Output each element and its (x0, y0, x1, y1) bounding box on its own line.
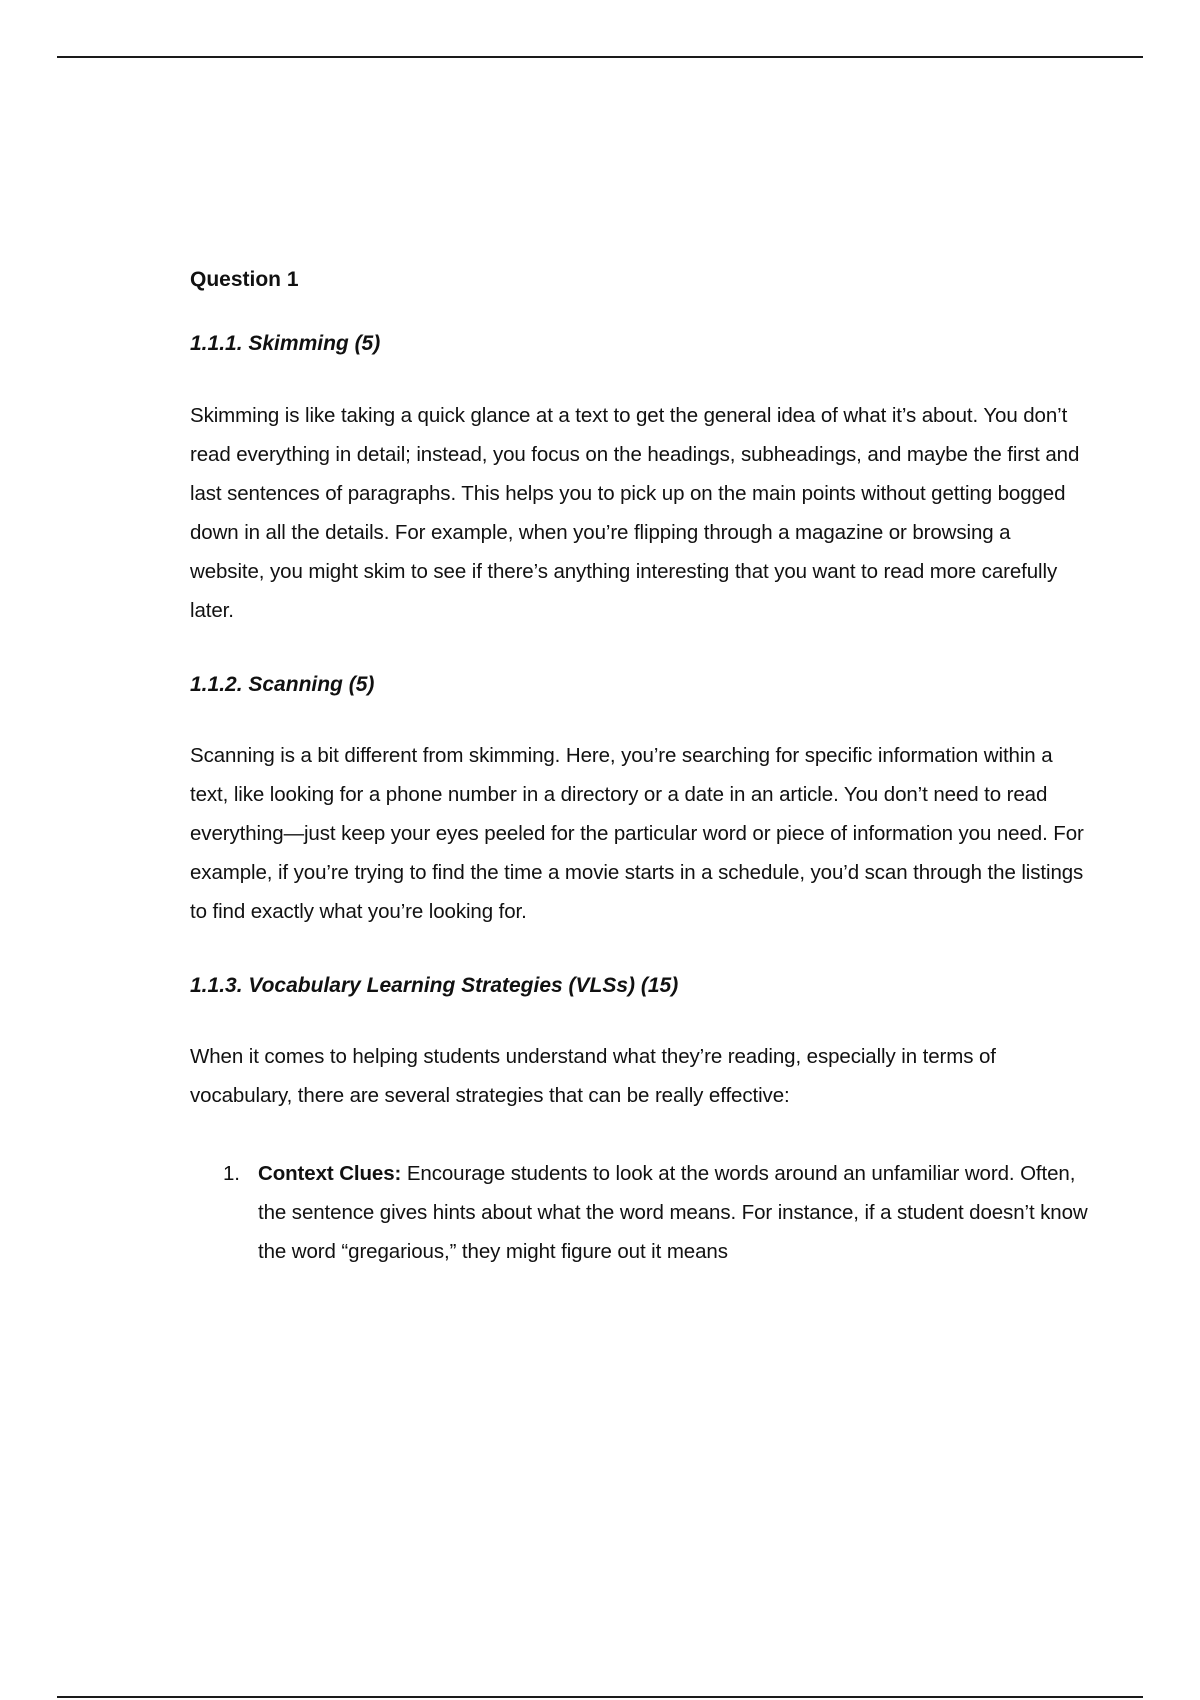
section-heading-skimming: 1.1.1. Skimming (5) (190, 332, 381, 355)
paragraph-vocabulary: When it comes to helping students understand what they’re reading, especially in terms of vocabulary, there are several strategies that can be really effective: (190, 1045, 996, 1107)
header-rule (57, 56, 1143, 58)
footer-rule (57, 1696, 1143, 1698)
paragraph-skimming: Skimming is like taking a quick glance at a text to get the general idea of what it’s about. You don’t read everything in detail; instead, you focus on the headings, subheadings, and maybe the first and last sentences of paragraphs. This helps you to pick up on the main points without getting bogged down in all the details. For example, when you’re flipping through a magazine or browsing a website, you might skim to see if there’s anything interesting that you want to read more carefully later. (190, 404, 1080, 622)
section-heading-vocabulary: 1.1.3. Vocabulary Learning Strategies (VLSs) (15) (190, 974, 679, 997)
list-item-term: Context Clues: (258, 1162, 402, 1185)
document-body (190, 268, 1090, 1271)
question-title: Question 1 (190, 268, 299, 291)
section-heading-scanning: 1.1.2. Scanning (5) (190, 673, 375, 696)
list-item-number: 1. (223, 1162, 240, 1185)
strategy-list (190, 1154, 1090, 1271)
list-item (190, 1154, 1090, 1271)
list-item-text: Encourage students to look at the words around an unfamiliar word. Often, the sentence gives hints about what the word means. For instance, if a student doesn’t know the word “gregarious,” they might figure out it means (258, 1162, 1088, 1263)
paragraph-scanning: Scanning is a bit different from skimming. Here, you’re searching for specific information within a text, like looking for a phone number in a directory or a date in an article. You don’t need to read everything—just keep your eyes peeled for the particular word or piece of information you need. For example, if you’re trying to find the time a movie starts in a schedule, you’d scan through the listings to find exactly what you’re looking for. (190, 744, 1084, 923)
